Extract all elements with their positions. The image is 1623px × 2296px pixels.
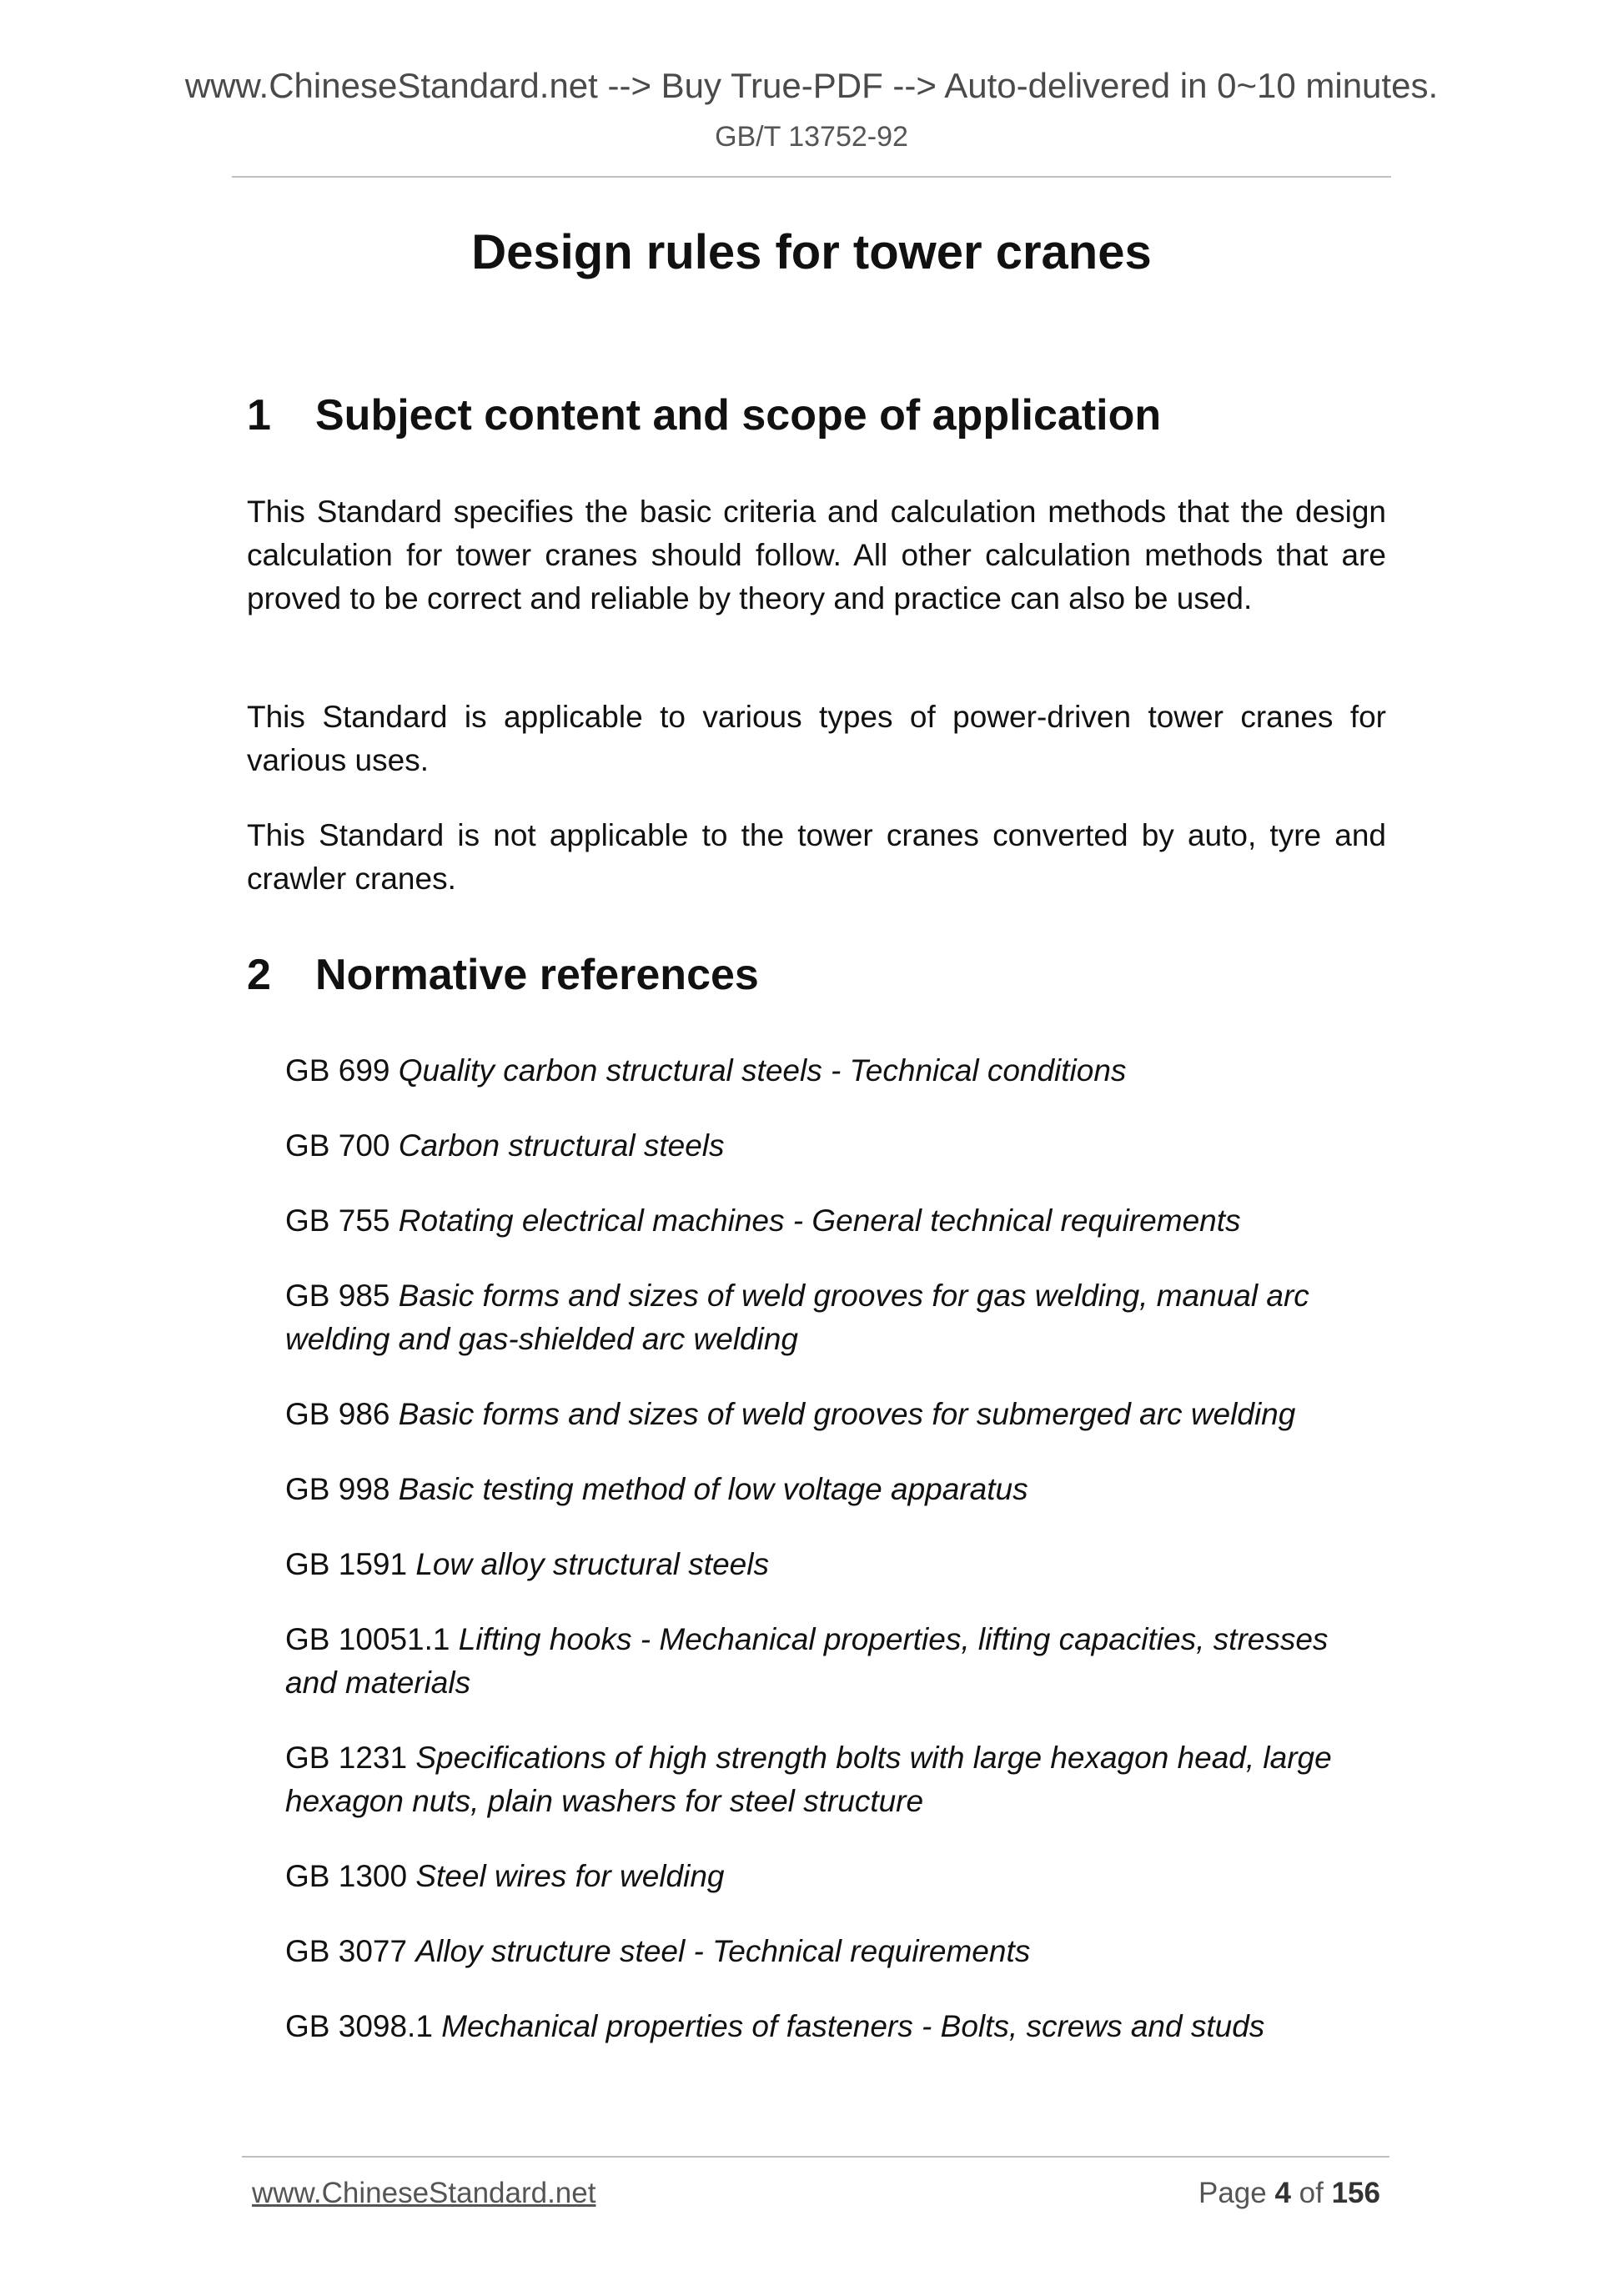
header-divider	[232, 176, 1391, 178]
reference-item	[285, 1855, 1386, 1898]
footer-website-link[interactable]: www.ChineseStandard.net	[252, 2177, 596, 2209]
reference-title: Basic forms and sizes of weld grooves for submerged arc welding	[398, 1397, 1296, 1431]
reference-code: GB 700	[285, 1128, 390, 1163]
reference-title: Specifications of high strength bolts with large hexagon head, large hexagon nuts, plain washers for steel structure	[285, 1741, 1332, 1818]
reference-item	[285, 1274, 1386, 1361]
reference-item	[285, 1049, 1386, 1093]
reference-code: GB 3098.1	[285, 2009, 433, 2043]
section-heading-2	[247, 948, 759, 1002]
reference-item	[285, 2005, 1386, 2048]
reference-item	[285, 1618, 1386, 1705]
scope-paragraph: This Standard is not applicable to the tower cranes converted by auto, tyre and crawler cranes.	[247, 818, 1386, 896]
scope-paragraph: This Standard specifies the basic criteria and calculation methods that the design calculation for tower cranes should follow. All other calculation methods that are proved to be correct and reliable by theory and practice can also be used.	[247, 495, 1386, 615]
reference-item	[285, 1543, 1386, 1586]
reference-title: Alloy structure steel - Technical requirements	[415, 1934, 1031, 1968]
section-number: 2	[247, 951, 271, 999]
section-title: Subject content and scope of application	[315, 391, 1162, 440]
page-of-label: of	[1299, 2177, 1324, 2209]
section-number: 1	[247, 391, 271, 440]
reference-code: GB 985	[285, 1279, 390, 1313]
reference-code: GB 986	[285, 1397, 390, 1431]
reference-item	[285, 1199, 1386, 1243]
normative-references-list	[285, 1049, 1386, 2080]
reference-code: GB 699	[285, 1053, 390, 1088]
reference-item	[285, 1468, 1386, 1511]
reference-item	[285, 1124, 1386, 1168]
reference-title: Steel wires for welding	[415, 1859, 725, 1893]
section-title: Normative references	[315, 951, 759, 999]
reference-title: Quality carbon structural steels - Technical conditions	[398, 1053, 1127, 1088]
footer-divider	[242, 2156, 1389, 2158]
scope-paragraph: This Standard is applicable to various types of power-driven tower cranes for various uses.	[247, 700, 1386, 777]
reference-title: Basic testing method of low voltage apparatus	[398, 1472, 1028, 1506]
page-label: Page	[1198, 2177, 1267, 2209]
reference-title: Rotating electrical machines - General technical requirements	[398, 1203, 1241, 1238]
reference-item	[285, 1736, 1386, 1823]
reference-title: Carbon structural steels	[398, 1128, 725, 1163]
section-heading-1	[247, 389, 1161, 442]
reference-code: GB 1591	[285, 1547, 408, 1581]
reference-code: GB 3077	[285, 1934, 408, 1968]
reference-title: Low alloy structural steels	[415, 1547, 769, 1581]
reference-code: GB 10051.1	[285, 1622, 450, 1656]
reference-title: Lifting hooks - Mechanical properties, lifting capacities, stresses and materials	[285, 1622, 1329, 1700]
reference-title: Mechanical properties of fasteners - Bolts, screws and studs	[441, 2009, 1265, 2043]
reference-code: GB 1231	[285, 1741, 408, 1775]
reference-item	[285, 1393, 1386, 1436]
page-total: 156	[1331, 2177, 1380, 2209]
page-number	[1198, 2175, 1380, 2212]
standard-code: GB/T 13752-92	[715, 121, 908, 153]
page-current: 4	[1274, 2177, 1291, 2209]
header-banner: www.ChineseStandard.net --> Buy True-PDF --> Auto-delivered in 0~10 minutes.	[184, 66, 1439, 105]
reference-code: GB 755	[285, 1203, 390, 1238]
reference-code: GB 998	[285, 1472, 390, 1506]
reference-item	[285, 1930, 1386, 1973]
reference-code: GB 1300	[285, 1859, 408, 1893]
document-title: Design rules for tower cranes	[471, 225, 1152, 279]
reference-title: Basic forms and sizes of weld grooves for gas welding, manual arc welding and gas-shielded arc welding	[285, 1279, 1309, 1356]
